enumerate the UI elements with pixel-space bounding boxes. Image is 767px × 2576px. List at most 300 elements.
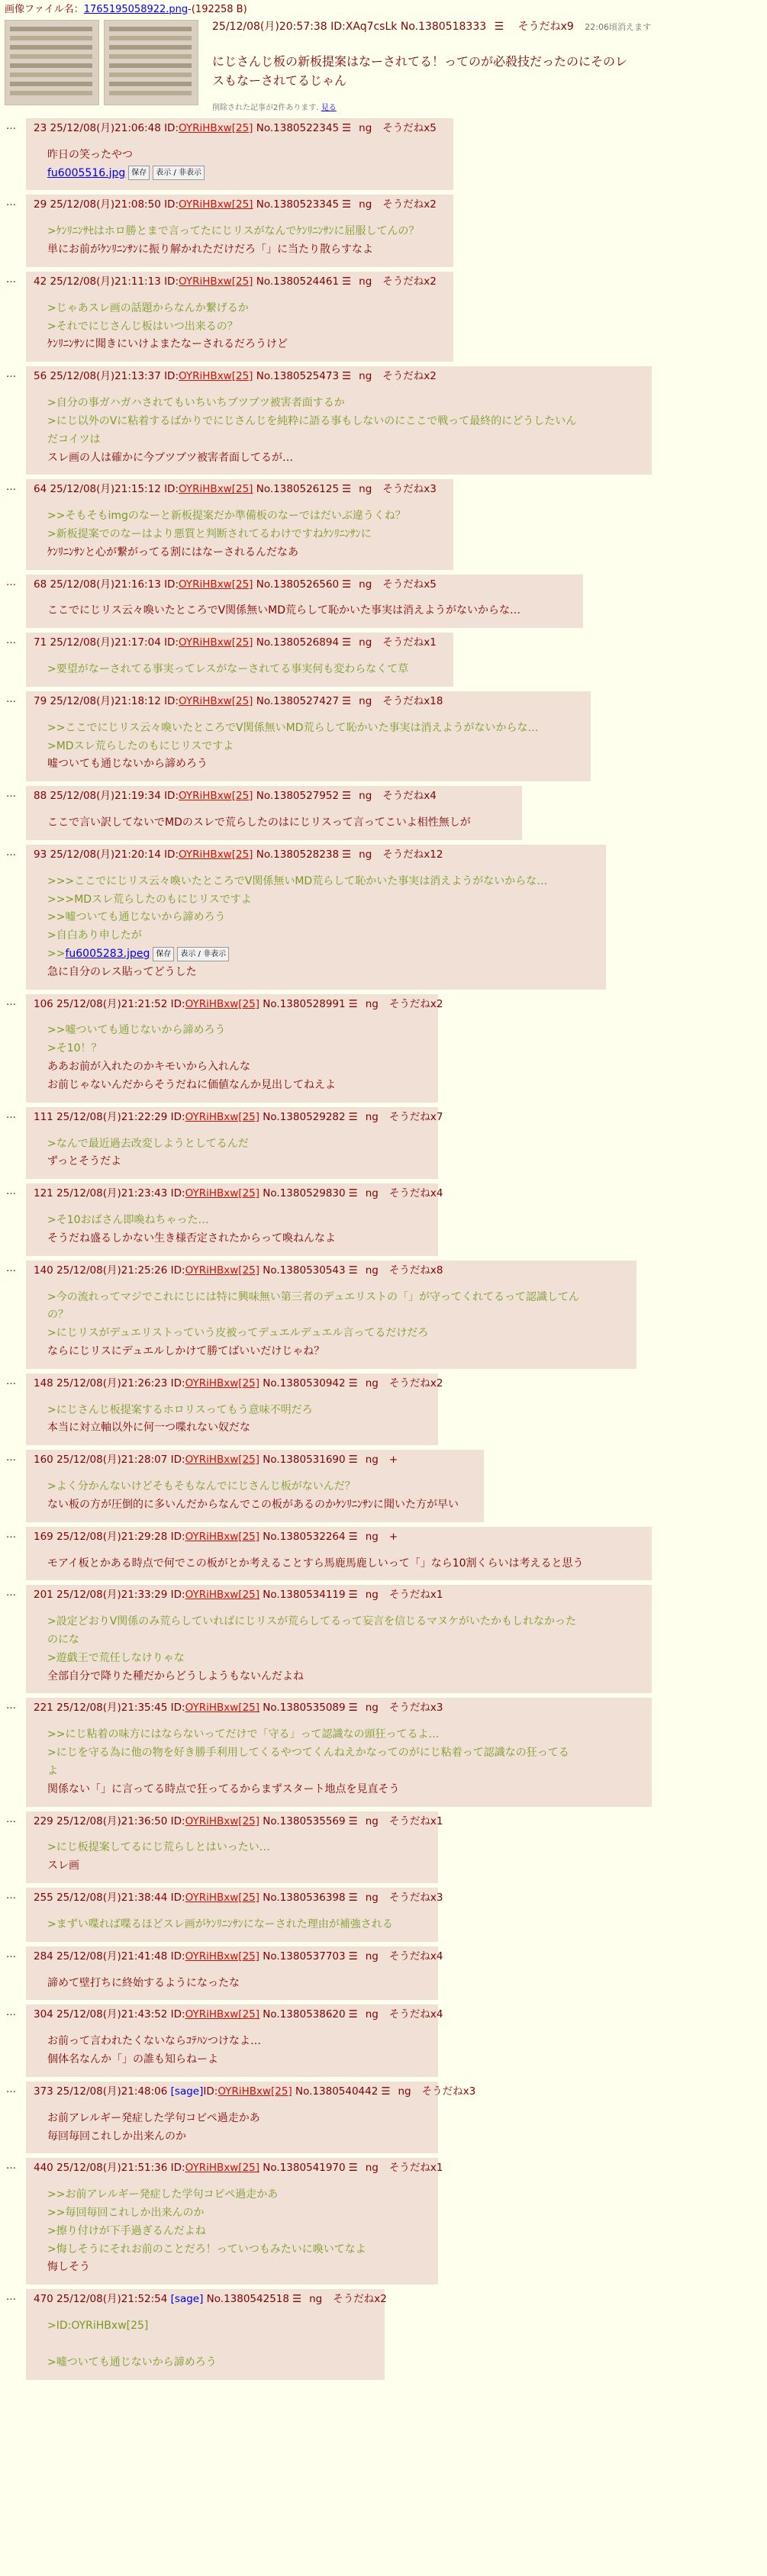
reply-number[interactable]: No.1380537703	[259, 1950, 346, 1963]
reply-number[interactable]: No.1380525473	[253, 370, 340, 383]
reply-number[interactable]: No.1380531690	[259, 1454, 346, 1467]
quote-prefix: >>	[47, 948, 66, 960]
op-text	[212, 52, 762, 91]
reply-dots: …	[6, 2007, 16, 2019]
menu-icon[interactable]: ☰	[342, 636, 352, 649]
reply-date: 25/12/08(月)21:25:26	[56, 1264, 171, 1277]
reply-id-link[interactable]: OYRiHBxw[25]	[185, 2008, 260, 2021]
reply-id-link[interactable]: OYRiHBxw[25]	[185, 1950, 260, 1963]
reply-dots: …	[6, 1375, 16, 1387]
reply-post	[26, 1373, 443, 1445]
reply-body	[47, 1555, 644, 1573]
reply-dots: …	[6, 1186, 16, 1198]
reply-id-link[interactable]: OYRiHBxw[25]	[179, 578, 253, 591]
reply-line: >まずい喋れば喋るほどスレ画がｹﾝﾘﾆﾝｻﾝになーされた理由が補強される	[47, 1918, 393, 1930]
ng-button[interactable]: ng	[365, 1187, 379, 1200]
menu-icon[interactable]: ☰	[348, 1702, 358, 1715]
menu-icon[interactable]: ☰	[348, 1950, 358, 1963]
menu-icon[interactable]: ☰	[348, 1589, 358, 1602]
toggle-button[interactable]: 表示 / 非表示	[153, 166, 205, 180]
reply-number[interactable]: No.1380535569	[259, 1814, 346, 1827]
reply-index: 68	[34, 578, 50, 591]
ng-button[interactable]: ng	[365, 1589, 379, 1602]
ng-button[interactable]: ng	[365, 1110, 379, 1123]
menu-icon[interactable]: ☰	[342, 790, 352, 803]
sodane-button[interactable]: そうだねx4	[388, 1950, 443, 1963]
reply-number[interactable]: No.1380529282	[259, 1110, 346, 1123]
reply-line: そうだね盛るしかない生き様否定されたからって喚ねんなよ	[47, 1232, 336, 1245]
reply-number[interactable]: No.1380540442	[292, 2085, 379, 2098]
reply-line: >>お前アレルギー発症した学句コピペ過走かあ	[47, 2188, 279, 2201]
menu-icon[interactable]: ☰	[348, 1530, 358, 1543]
reply-body	[47, 1916, 430, 1934]
reply-line: >要望がなーされてる事実ってレスがなーされてる事実何も変わらなくて草	[47, 663, 409, 676]
reply-line: >にじさんじ板提案するホロリスってもう意味不明だろ	[47, 1403, 313, 1416]
reply-number[interactable]: No.1380530543	[259, 1264, 346, 1277]
reply-dots: …	[6, 1813, 16, 1825]
reply-dots: …	[6, 1262, 16, 1274]
reply-dots: …	[6, 2291, 16, 2304]
ng-button[interactable]: ng	[365, 1377, 379, 1389]
reply-date: 25/12/08(月)21:06:48	[50, 121, 165, 134]
ng-button[interactable]: ng	[365, 1264, 379, 1277]
reply-line: >嘘ついても通じないから諦めろう	[47, 2355, 217, 2368]
op-id: ID:XAq7csLk	[330, 21, 398, 34]
reply-date: 25/12/08(月)21:08:50	[50, 198, 165, 211]
reply-id-label: ID:	[170, 1377, 185, 1389]
reply-id-link[interactable]: OYRiHBxw[25]	[185, 1589, 260, 1602]
reply-dots: …	[6, 1109, 16, 1121]
reply-line: >擦り付けが下手過ぎるんだよね	[47, 2224, 206, 2237]
reply-row	[5, 1698, 762, 1806]
reply-date: 25/12/08(月)21:13:37	[50, 370, 165, 383]
menu-icon[interactable]: ☰	[342, 198, 352, 211]
reply-line: >自白あり申したが	[47, 929, 142, 942]
reply-id-link[interactable]: OYRiHBxw[25]	[179, 694, 253, 707]
ng-button[interactable]: ng	[365, 1454, 379, 1467]
reply-line: スレ画	[47, 1860, 79, 1872]
ng-button[interactable]: ng	[359, 790, 372, 803]
sodane-button[interactable]: そうだねx8	[388, 1264, 443, 1277]
reply-id-label: ID:	[170, 1110, 185, 1123]
ng-button[interactable]: ng	[359, 848, 372, 861]
reply-id-link[interactable]: OYRiHBxw[25]	[218, 2085, 292, 2098]
reply-row	[5, 195, 762, 266]
reply-line: >そ10おばさん即喚ねちゃった…	[47, 1214, 209, 1227]
reply-post	[26, 366, 652, 475]
reply-row	[5, 994, 762, 1103]
sodane-button[interactable]: そうだねx3	[421, 2085, 476, 2098]
sodane-button[interactable]: そうだねx1	[388, 1814, 443, 1827]
menu-icon[interactable]: ☰	[348, 2008, 358, 2021]
reply-number[interactable]: No.1380536398	[259, 1892, 346, 1905]
reply-line: 悔しそう	[47, 2261, 90, 2274]
reply-body	[47, 1613, 644, 1686]
menu-icon[interactable]: ☰	[292, 2293, 302, 2306]
op-date: 25/12/08(月)20:57:38	[212, 21, 327, 34]
reply-line: ずっとそうだよ	[47, 1155, 122, 1168]
menu-icon[interactable]: ☰	[342, 121, 352, 134]
reply-date: 25/12/08(月)21:35:45	[56, 1702, 171, 1715]
sodane-button[interactable]: そうだねx5	[382, 121, 437, 134]
file-link[interactable]: fu6005283.jpeg	[65, 948, 150, 960]
reply-number[interactable]: No.1380534119	[259, 1589, 346, 1602]
reply-meta	[34, 2161, 443, 2175]
reply-number[interactable]: No.1380527427	[253, 694, 340, 707]
op-sodane[interactable]: そうだねx9	[517, 21, 574, 34]
sodane-button[interactable]: そうだねx4	[382, 790, 437, 803]
menu-icon[interactable]: ☰	[342, 370, 352, 383]
sodane-button[interactable]: そうだねx2	[388, 997, 443, 1010]
reply-row	[5, 1811, 762, 1883]
reply-id-label: ID:	[164, 578, 179, 591]
reply-id-link[interactable]: OYRiHBxw[25]	[185, 1187, 260, 1200]
sodane-button[interactable]: そうだねx2	[333, 2293, 387, 2306]
reply-id-label: ID:	[164, 848, 179, 861]
reply-date: 25/12/08(月)21:41:48	[56, 1950, 171, 1963]
reply-dots: …	[6, 576, 16, 588]
ng-button[interactable]: ng	[359, 198, 372, 211]
sodane-button[interactable]: そうだねx1	[388, 2162, 443, 2175]
reply-id-link[interactable]: OYRiHBxw[25]	[185, 1892, 260, 1905]
reply-post	[26, 786, 522, 840]
reply-date: 25/12/08(月)21:52:54	[56, 2293, 171, 2306]
op-thumbnail-image-2[interactable]	[104, 20, 198, 105]
reply-dots: …	[6, 2160, 16, 2172]
reply-line: >>>ここでにじリス云々喚いたところでV関係無いMD荒らして恥かいた事実は消えようがないからな…	[47, 874, 548, 887]
op-file-link[interactable]: 1765195058922.png	[83, 4, 189, 15]
reply-post	[26, 633, 453, 687]
reply-number[interactable]: No.1380538620	[259, 2008, 346, 2021]
ng-button[interactable]: ng	[359, 483, 372, 496]
reply-date: 25/12/08(月)21:48:06	[56, 2085, 171, 2098]
reply-meta	[34, 848, 598, 862]
reply-post	[26, 691, 591, 781]
reply-id-link[interactable]: OYRiHBxw[25]	[179, 275, 253, 288]
reply-id-label: ID:	[164, 370, 179, 383]
reply-number[interactable]: No.1380523345	[253, 198, 340, 211]
ng-button[interactable]: ng	[398, 2085, 411, 2098]
reply-index: 42	[34, 275, 50, 288]
reply-row	[5, 1373, 762, 1445]
reply-number[interactable]: No.1380542518	[203, 2293, 289, 2306]
reply-dots: …	[6, 197, 16, 209]
reply-id-link[interactable]: OYRiHBxw[25]	[185, 1264, 260, 1277]
ng-button[interactable]: ng	[365, 1892, 379, 1905]
reply-meta	[34, 1453, 476, 1467]
ng-button[interactable]: ng	[359, 636, 372, 649]
ng-button[interactable]: ng	[359, 578, 372, 591]
ng-button[interactable]: ng	[365, 1530, 379, 1543]
reply-number[interactable]: No.1380532264	[259, 1530, 346, 1543]
reply-id-link[interactable]: OYRiHBxw[25]	[185, 1377, 260, 1389]
sodane-button[interactable]: そうだねx12	[382, 848, 443, 861]
menu-icon[interactable]: ☰	[494, 21, 504, 34]
ng-button[interactable]: ng	[359, 121, 372, 134]
sodane-button[interactable]: そうだねx2	[388, 1377, 443, 1389]
menu-icon[interactable]: ☰	[348, 1110, 358, 1123]
menu-icon[interactable]: ☰	[348, 1454, 358, 1467]
reply-index: 140	[34, 1264, 57, 1277]
sodane-button[interactable]: そうだねx5	[382, 578, 437, 591]
reply-meta	[34, 2008, 443, 2022]
reply-line: >なんで最近過去改変しようとしてるんだ	[47, 1137, 249, 1150]
reply-row	[5, 786, 762, 840]
reply-line: >にじ板提案してるにじ荒らしとはいったい…	[47, 1841, 270, 1854]
reply-post	[26, 2289, 385, 2379]
reply-date: 25/12/08(月)21:15:12	[50, 483, 165, 496]
sodane-button[interactable]: そうだねx3	[388, 1892, 443, 1905]
sodane-button[interactable]: そうだねx2	[382, 370, 437, 383]
reply-line: 嘘ついても通じないから諦めろう	[47, 758, 208, 771]
ng-button[interactable]: ng	[365, 1814, 379, 1827]
reply-row	[5, 1585, 762, 1693]
reply-id-link[interactable]: OYRiHBxw[25]	[185, 1702, 260, 1715]
reply-meta	[34, 1814, 443, 1829]
reply-id-label: ID:	[170, 1264, 185, 1277]
reply-id-link[interactable]: OYRiHBxw[25]	[185, 1530, 260, 1543]
menu-icon[interactable]: ☰	[348, 1187, 358, 1200]
reply-post	[26, 1527, 652, 1581]
reply-line: だコイツは	[47, 433, 101, 446]
reply-id-link[interactable]: OYRiHBxw[25]	[179, 198, 253, 211]
reply-meta	[34, 1187, 443, 1201]
reply-id-label: ID:	[170, 997, 185, 1010]
sodane-button[interactable]: そうだねx3	[382, 483, 437, 496]
reply-line: >>嘘ついても通じないから諦めろう	[47, 1024, 226, 1037]
ng-button[interactable]: ng	[359, 275, 372, 288]
ng-button[interactable]: ng	[359, 370, 372, 383]
sodane-button[interactable]: そうだねx1	[382, 636, 437, 649]
save-button[interactable]: 保存	[128, 166, 150, 180]
file-link[interactable]: fu6005516.jpg	[47, 166, 126, 179]
sodane-button[interactable]: そうだねx4	[388, 2008, 443, 2021]
reply-id-link[interactable]: OYRiHBxw[25]	[179, 370, 253, 383]
reply-line: >今の流れってマジでこれにじには特に興味無い第三者のデュエリストの「」が守ってくれてるって認識してん	[47, 1290, 580, 1303]
ng-button[interactable]: ng	[365, 1950, 379, 1963]
reply-row	[5, 479, 762, 569]
reply-index: 121	[34, 1187, 57, 1200]
reply-post	[26, 1698, 652, 1806]
op-meta	[212, 20, 762, 35]
reply-meta	[34, 636, 446, 650]
reply-meta	[34, 198, 446, 212]
reply-meta	[34, 997, 443, 1012]
reply-id-link[interactable]: OYRiHBxw[25]	[179, 790, 253, 803]
reply-index: 255	[34, 1892, 57, 1905]
reply-number[interactable]: No.1380535089	[259, 1702, 346, 1715]
reply-body	[47, 223, 446, 259]
reply-number[interactable]: No.1380526560	[253, 578, 340, 591]
menu-icon[interactable]: ☰	[342, 694, 352, 707]
reply-row	[5, 2004, 762, 2076]
reply-body	[47, 814, 514, 832]
ng-button[interactable]: ng	[365, 2008, 379, 2021]
sodane-button[interactable]: そうだねx18	[382, 694, 443, 707]
reply-index: 284	[34, 1950, 57, 1963]
reply-number[interactable]: No.1380541970	[259, 2162, 346, 2175]
op-number[interactable]: No.1380518333	[400, 21, 487, 34]
reply-id-link[interactable]: OYRiHBxw[25]	[185, 1454, 260, 1467]
toggle-button[interactable]: 表示 / 非表示	[177, 947, 229, 961]
menu-icon[interactable]: ☰	[348, 997, 358, 1010]
reply-id-label: ID:	[170, 1950, 185, 1963]
reply-date: 25/12/08(月)21:20:14	[50, 848, 165, 861]
reply-body	[47, 1135, 430, 1172]
reply-number[interactable]: No.1380528238	[253, 848, 340, 861]
menu-icon[interactable]: ☰	[348, 1264, 358, 1277]
reply-index: 111	[34, 1110, 57, 1123]
ng-button[interactable]: ng	[309, 2293, 323, 2306]
reply-line: スレ画の人は確かに今ブツブツ被害者面してるが…	[47, 451, 293, 464]
save-button[interactable]: 保存	[153, 947, 174, 961]
reply-number[interactable]: No.1380526894	[253, 636, 340, 649]
reply-id-link[interactable]: OYRiHBxw[25]	[179, 848, 253, 861]
reply-dots: …	[6, 846, 16, 858]
reply-body	[47, 602, 575, 620]
reply-dots: …	[6, 1948, 16, 1960]
reply-post	[26, 1107, 443, 1179]
reply-number[interactable]: No.1380526125	[253, 483, 340, 496]
reply-date: 25/12/08(月)21:38:44	[56, 1892, 171, 1905]
op-file-size: -(192258 B)	[188, 4, 247, 15]
menu-icon[interactable]: ☰	[381, 2085, 391, 2098]
reply-number[interactable]: No.1380529830	[259, 1187, 346, 1200]
reply-dots: …	[6, 788, 16, 800]
reply-id-label: ID:	[170, 2162, 185, 2175]
reply-row	[5, 2082, 762, 2153]
reply-body	[47, 2186, 430, 2277]
reply-line: >>>MDスレ荒らしたのもにじリスですよ	[47, 893, 252, 906]
reply-line: 単にお前がｹﾝﾘﾆﾝｻﾝに振り解かれただけだろ「」に当たり散らすなよ	[47, 243, 373, 256]
sodane-button[interactable]: そうだねx7	[388, 1110, 443, 1123]
reply-id-link[interactable]: OYRiHBxw[25]	[179, 636, 253, 649]
op-thumbnail-image[interactable]	[5, 20, 99, 105]
sodane-button[interactable]: そうだねx1	[388, 1589, 443, 1602]
sodane-button[interactable]: +	[388, 1454, 398, 1467]
sodane-button[interactable]: そうだねx2	[382, 275, 437, 288]
reply-post	[26, 1183, 443, 1255]
reply-dots: …	[6, 996, 16, 1008]
reply-body	[47, 661, 446, 679]
reply-line: モアイ板とかある時点で何でこの板がとか考えることすら馬鹿馬鹿しいって「」なら10割くらいは考えると思う	[47, 1557, 584, 1570]
reply-number[interactable]: No.1380522345	[253, 121, 340, 134]
reply-line: >>毎回毎回これしか出来んのか	[47, 2207, 205, 2220]
menu-icon[interactable]: ☰	[348, 2162, 358, 2175]
reply-date: 25/12/08(月)21:19:34	[50, 790, 165, 803]
reply-line: 個体名なんか「」の誰も知らねーよ	[47, 2053, 218, 2066]
reply-date: 25/12/08(月)21:18:12	[50, 694, 165, 707]
reply-body	[47, 394, 644, 467]
op-expire: 22:06頃消えます	[585, 22, 651, 33]
reply-index: 93	[34, 848, 50, 861]
reply-id-link[interactable]: OYRiHBxw[25]	[179, 483, 253, 496]
menu-icon[interactable]: ☰	[348, 1377, 358, 1389]
sage-label: [sage]	[170, 2085, 204, 2098]
reply-post	[26, 2158, 443, 2285]
reply-body	[47, 720, 583, 774]
reply-date: 25/12/08(月)21:16:13	[50, 578, 165, 591]
reply-index: 29	[34, 198, 50, 211]
reply-line: お前って言われたくないならｺﾃﾊﾝつけなよ…	[47, 2035, 261, 2048]
reply-line: お前じゃないんだからそうだねに価値なんか見出してねえよ	[47, 1078, 336, 1091]
reply-line: >悔しそうにそれお前のことだろ！っていつもみたいに喚いてなよ	[47, 2243, 366, 2256]
reply-index: 106	[34, 997, 57, 1010]
op-thumbnails	[5, 20, 198, 114]
reply-index: 23	[34, 121, 50, 134]
menu-icon[interactable]: ☰	[342, 848, 352, 861]
reply-id-link[interactable]: OYRiHBxw[25]	[179, 121, 253, 134]
reply-line: >ｹﾝﾘﾆﾝｻｾはホロ勝とまで言ってたにじリスがなんでｹﾝﾘﾆﾝｻﾝに屈服してんの？	[47, 225, 420, 238]
reply-meta	[34, 1950, 443, 1964]
reply-row	[5, 1946, 762, 2001]
reply-meta	[34, 2292, 387, 2307]
sodane-button[interactable]: そうだねx3	[388, 1702, 443, 1715]
reply-line: >>そもそもimgのなーと新板提案だか準備板のなーではだいぶ違うくね？	[47, 510, 406, 523]
ng-button[interactable]: ng	[365, 2162, 379, 2175]
reply-row	[5, 1527, 762, 1581]
menu-icon[interactable]: ☰	[342, 483, 352, 496]
reply-id-link[interactable]: OYRiHBxw[25]	[185, 1814, 260, 1827]
menu-icon[interactable]: ☰	[348, 1814, 358, 1827]
reply-meta	[34, 1588, 644, 1602]
reply-index: 201	[34, 1589, 57, 1602]
menu-icon[interactable]: ☰	[342, 275, 352, 288]
op-file-line	[5, 3, 762, 17]
reply-number[interactable]: No.1380524461	[253, 275, 340, 288]
reply-date: 25/12/08(月)21:43:52	[56, 2008, 171, 2021]
sodane-button[interactable]: +	[388, 1530, 398, 1543]
ng-button[interactable]: ng	[365, 1702, 379, 1715]
reply-meta	[34, 275, 446, 289]
reply-number[interactable]: No.1380527952	[253, 790, 340, 803]
reply-row	[5, 1888, 762, 1942]
op-deleted-note	[212, 103, 762, 114]
reply-post	[26, 479, 453, 569]
deleted-note-link[interactable]: 見る	[321, 103, 337, 112]
ng-button[interactable]: ng	[365, 997, 379, 1010]
reply-line: >>嘘ついても通じないから諦めろう	[47, 911, 226, 924]
menu-icon[interactable]: ☰	[348, 1892, 358, 1905]
reply-number[interactable]: No.1380528991	[259, 997, 346, 1010]
reply-id-link[interactable]: OYRiHBxw[25]	[185, 1110, 260, 1123]
reply-body	[47, 2033, 430, 2069]
reply-id-link[interactable]: OYRiHBxw[25]	[185, 2162, 260, 2175]
reply-meta	[34, 578, 575, 592]
ng-button[interactable]: ng	[359, 694, 372, 707]
reply-body	[47, 147, 446, 183]
reply-post	[26, 118, 453, 190]
reply-id-label: ID:	[170, 1187, 185, 1200]
reply-index: 470	[34, 2293, 57, 2306]
reply-id-link[interactable]: OYRiHBxw[25]	[185, 997, 260, 1010]
reply-post	[26, 1585, 652, 1693]
reply-body	[47, 873, 598, 982]
reply-row	[5, 633, 762, 687]
sodane-button[interactable]: そうだねx2	[382, 198, 437, 211]
menu-icon[interactable]: ☰	[342, 578, 352, 591]
reply-number[interactable]: No.1380530942	[259, 1377, 346, 1389]
reply-id-label: ID:	[164, 198, 179, 211]
sodane-button[interactable]: そうだねx4	[388, 1187, 443, 1200]
reply-body	[47, 1402, 430, 1438]
reply-index: 79	[34, 694, 50, 707]
reply-line	[47, 945, 598, 964]
reply-line: お前アレルギー発症した学句コピペ過走かあ	[47, 2111, 260, 2124]
reply-date: 25/12/08(月)21:29:28	[56, 1530, 171, 1543]
reply-meta	[34, 1701, 644, 1715]
reply-line: 急に自分のレス貼ってどうした	[47, 965, 197, 978]
